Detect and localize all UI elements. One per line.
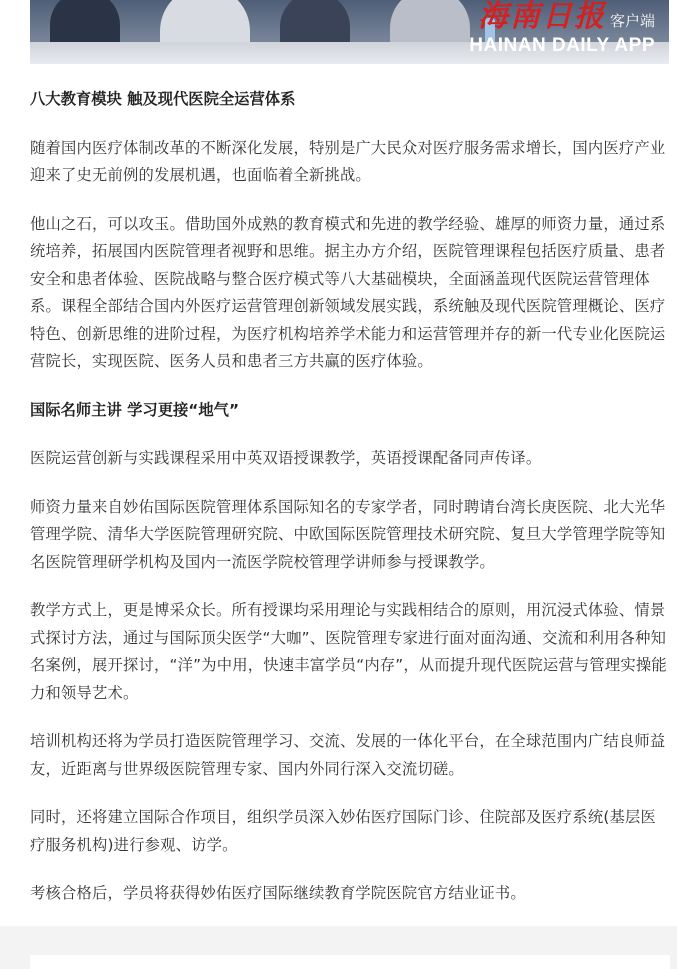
photo-person <box>280 0 350 48</box>
article-paragraph: 培训机构还将为学员打造医院管理学习、交流、发展的一体化平台，在全球范围内广结良师益友，近距离与世界级医院管理专家、国内外同行深入交流切磋。 <box>30 732 666 778</box>
article-paragraph: 考核合格后，学员将获得妙佑医疗国际继续教育学院医院官方结业证书。 <box>30 884 526 902</box>
article-paragraph: 他山之石，可以攻玉。借助国外成熟的教育模式和先进的教学经验、雄厚的师资力量，通过系统培养，拓展国内医院管理者视野和思维。据主办方介绍，医院管理课程包括医疗质量、患者安全和患者体验、医院战略与整合医疗模式等八大基础模块，全面涵盖现代医院运营管理体系。课程全部结合国内外医疗运营管理创新领域发展实践，系统触及现代医院管理概论、医疗特色、创新思维的进阶过程，为医疗机构培养学术能力和运营管理并存的新一代专业化医院运营院长，实现医院、医务人员和患者三方共赢的医疗体验。 <box>30 214 666 370</box>
section-heading: 国际名师主讲 学习更接“地气” <box>30 400 239 419</box>
article-photo <box>30 0 669 64</box>
article-paragraph: 同时，还将建立国际合作项目，组织学员深入妙佑医疗国际门诊、住院部及医疗系统(基层医疗服务机构)进行参观、访学。 <box>30 808 657 854</box>
hainan-daily-logo <box>469 0 655 56</box>
article-body <box>30 86 670 908</box>
logo-cn-small-text: 客户端 <box>609 12 655 30</box>
photo-person <box>160 0 250 48</box>
footer-card <box>30 955 670 969</box>
article-paragraph: 随着国内医疗体制改革的不断深化发展，特别是广大民众对医疗服务需求增长，国内医疗产业迎来了史无前例的发展机遇，也面临着全新挑战。 <box>30 138 666 184</box>
logo-cn-text: 海南日报 <box>477 0 606 34</box>
article-paragraph: 教学方式上，更是博采众长。所有授课均采用理论与实践相结合的原则，用沉浸式体验、情景式探讨方法，通过与国际顶尖医学“大咖”、医院管理专家进行面对面沟通、交流和利用各种知名案例，展开探讨，“洋”为中用，快速丰富学员“内存”，从而提升现代医院运营与管理实操能力和领导艺术。 <box>30 601 667 702</box>
article-paragraph: 师资力量来自妙佑国际医院管理体系国际知名的专家学者，同时聘请台湾长庚医院、北大光华管理学院、清华大学医院管理研究院、中欧国际医院管理技术研究院、复旦大学管理学院等知名医院管理研学机构及国内一流医学院校管理学讲师参与授课教学。 <box>30 497 666 571</box>
article-paragraph: 医院运营创新与实践课程采用中英双语授课教学，英语授课配备同声传译。 <box>30 449 542 467</box>
logo-en-text: HAINAN DAILY APP <box>469 35 655 56</box>
photo-person <box>390 0 470 46</box>
section-heading: 八大教育模块 触及现代医院全运营体系 <box>30 90 296 108</box>
